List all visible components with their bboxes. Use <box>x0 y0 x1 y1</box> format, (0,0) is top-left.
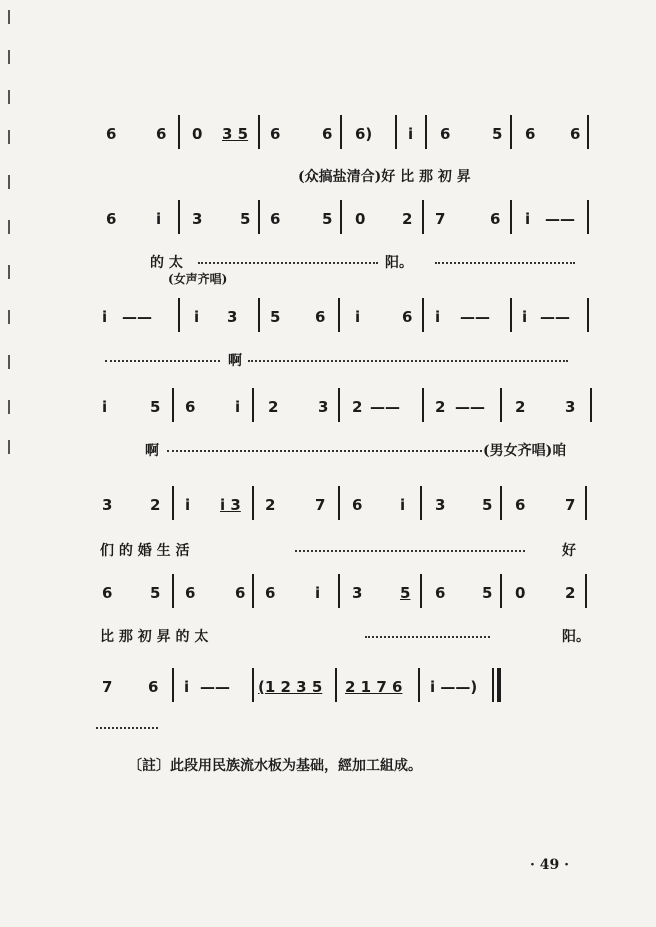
note: i 3 <box>220 496 241 514</box>
note: 6 <box>235 584 246 602</box>
note: 2 1 7 6 <box>345 678 403 696</box>
note: 6 <box>352 496 363 514</box>
note: —— <box>540 308 570 326</box>
note: 6 <box>102 584 113 602</box>
lyric-line-5: 们 的 婚 生 活 好 <box>100 543 576 559</box>
note: —— <box>122 308 152 326</box>
footnote: 〔註〕此段用民族流水板为基础，經加工組成。 <box>128 758 422 774</box>
note: 6 <box>270 125 281 143</box>
note: 6 <box>322 125 333 143</box>
lyric-line-4: 啊 (男女齐唱)咱 <box>145 443 567 459</box>
trailing-dots <box>96 727 158 729</box>
note: 7 <box>565 496 576 514</box>
note: 6 <box>402 308 413 326</box>
note: 2 <box>515 398 526 416</box>
page-number: · 49 · <box>530 857 569 873</box>
note: 0 <box>355 210 366 228</box>
note: 5 <box>240 210 251 228</box>
note: i <box>235 398 241 416</box>
note: 3 <box>102 496 113 514</box>
note: 2 <box>268 398 279 416</box>
note: (1 2 3 5 <box>258 678 323 696</box>
note: 7 <box>315 496 326 514</box>
note: 5 <box>150 584 161 602</box>
note: 0 <box>192 125 203 143</box>
note: i <box>355 308 361 326</box>
note: 3 5 <box>222 125 249 143</box>
lyric-line-6: 比 那 初 昇 的 太 阳。 <box>100 629 590 645</box>
note: 6 <box>185 398 196 416</box>
note: 6 <box>148 678 159 696</box>
note: 5 <box>482 496 493 514</box>
note: 2 <box>150 496 161 514</box>
note: i <box>522 308 528 326</box>
note: 3 <box>435 496 446 514</box>
note: 6) <box>355 125 373 143</box>
note: 3 <box>318 398 329 416</box>
note: 7 <box>435 210 446 228</box>
note: i <box>102 398 108 416</box>
note: 6 <box>156 125 167 143</box>
note: i <box>400 496 406 514</box>
note: —— <box>545 210 575 228</box>
note: 3 <box>192 210 203 228</box>
note: 5 <box>482 584 493 602</box>
note: 0 <box>515 584 526 602</box>
note: i <box>525 210 531 228</box>
note: 5 <box>150 398 161 416</box>
note: i <box>102 308 108 326</box>
note: i <box>156 210 162 228</box>
note: —— <box>200 678 230 696</box>
note: 3 <box>352 584 363 602</box>
note: 5 <box>400 584 411 602</box>
lyric-line-3: 啊 <box>100 350 600 372</box>
note: —— <box>370 398 400 416</box>
note: 5 <box>492 125 503 143</box>
binding-edge <box>8 0 10 927</box>
note: 5 <box>322 210 333 228</box>
note: 6 <box>106 125 117 143</box>
note: 6 <box>570 125 581 143</box>
note: 6 <box>315 308 326 326</box>
note: 7 <box>102 678 113 696</box>
note: 2 <box>565 584 576 602</box>
note: 2 <box>265 496 276 514</box>
note: 6 <box>490 210 501 228</box>
note: 6 <box>106 210 117 228</box>
note: 3 <box>565 398 576 416</box>
lyric-line-1: (众搞盐清合)好 比 那 初 昇 <box>298 169 471 185</box>
note: i <box>408 125 414 143</box>
note: 6 <box>515 496 526 514</box>
note: 2 <box>402 210 413 228</box>
note: 3 <box>227 308 238 326</box>
note: 6 <box>440 125 451 143</box>
note: 6 <box>270 210 281 228</box>
note: 6 <box>185 584 196 602</box>
note: i <box>184 678 190 696</box>
note: 2 <box>435 398 446 416</box>
note: 6 <box>265 584 276 602</box>
note: 5 <box>270 308 281 326</box>
note: 2 <box>352 398 363 416</box>
note: i <box>435 308 441 326</box>
note: i <box>315 584 321 602</box>
note: 6 <box>435 584 446 602</box>
note: i <box>194 308 200 326</box>
note: —— <box>455 398 485 416</box>
note: i <box>185 496 191 514</box>
lyric-line-2: 的 太 阳。 (女声齐唱) <box>150 252 650 274</box>
note: i ——) <box>430 678 478 696</box>
note: —— <box>460 308 490 326</box>
note: 6 <box>525 125 536 143</box>
